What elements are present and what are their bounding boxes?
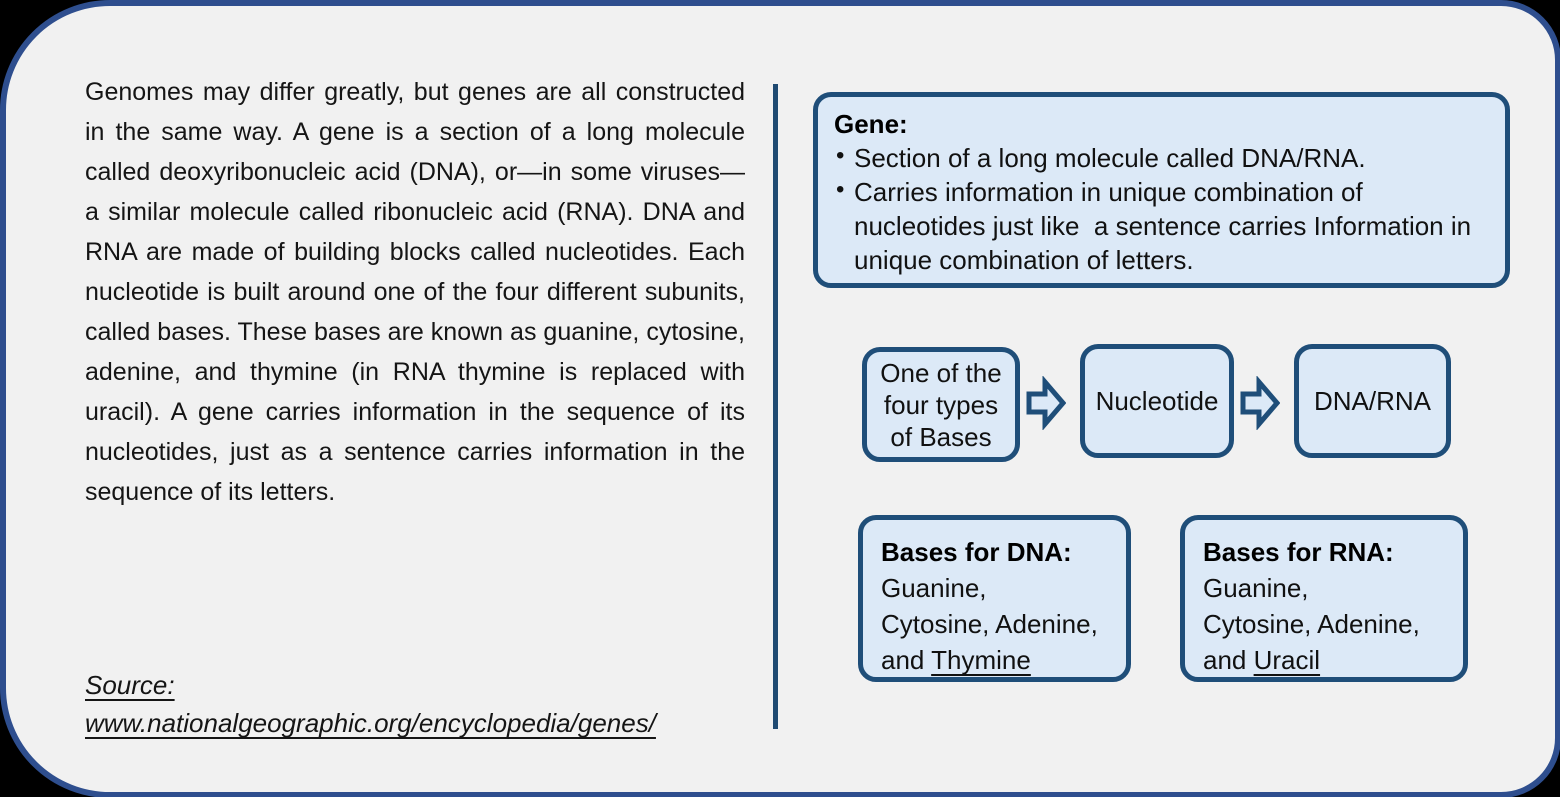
bases-dna-line-prefix: and (881, 645, 932, 675)
source-citation (85, 666, 745, 742)
flow-step-label: Nucleotide (1095, 386, 1219, 416)
bases-dna-line: Guanine, (881, 573, 987, 603)
gene-bullet-list (834, 141, 1489, 277)
flow-step-bases (862, 347, 1020, 462)
bases-rna-title: Bases for RNA: (1203, 537, 1394, 567)
bases-rna-line-prefix: and (1203, 645, 1254, 675)
bases-rna-uracil: Uracil (1253, 645, 1321, 675)
flow-step-label: One of the four types of Bases (880, 357, 1002, 452)
bases-rna-box (1180, 515, 1468, 682)
flow-arrow-icon (1240, 376, 1280, 430)
flow-step-label: DNA/RNA (1313, 386, 1431, 416)
bases-dna-thymine: Thymine (931, 645, 1031, 675)
bases-dna-line (881, 642, 1108, 678)
gene-box (813, 92, 1510, 288)
bases-dna-box (858, 515, 1131, 682)
gene-bullet: • Carries information in unique combination of nucleotides just like a sentence carries Information in unique combination of letters. (834, 175, 1489, 277)
bases-rna-line (1203, 642, 1445, 678)
panel-divider (773, 84, 778, 729)
gene-description-paragraph: Genomes may differ greatly, but genes are all constructed in the same way. A gene is a section of a long molecule called deoxyribonucleic acid (DNA), or—in some viruses—a similar molecule called ribonucleic acid (RNA). DNA and RNA are made of building blocks called nucleotides. Each nucleotide is built around one of the four different subunits, called bases. These bases are known as guanine, cytosine, adenine, and thymine (in RNA thymine is replaced with uracil). A gene carries information in the sequence of its nucleotides, just as a sentence carries information in the sequence of its letters. (85, 78, 745, 506)
source-link[interactable]: www.nationalgeographic.org/encyclopedia/genes/ (85, 708, 656, 738)
flow-step-nucleotide (1080, 344, 1234, 458)
bases-rna-line: Guanine, (1203, 573, 1309, 603)
bases-dna-title: Bases for DNA: (881, 537, 1072, 567)
gene-box-title: Gene: (834, 109, 908, 139)
source-label: Source: (85, 670, 175, 700)
flow-step-dna-rna (1294, 344, 1451, 458)
flow-arrow-icon (1026, 376, 1066, 430)
bases-rna-line: Cytosine, Adenine, (1203, 609, 1420, 639)
bases-dna-line: Cytosine, Adenine, (881, 609, 1098, 639)
gene-bullet: • Section of a long molecule called DNA/RNA. (834, 141, 1489, 175)
